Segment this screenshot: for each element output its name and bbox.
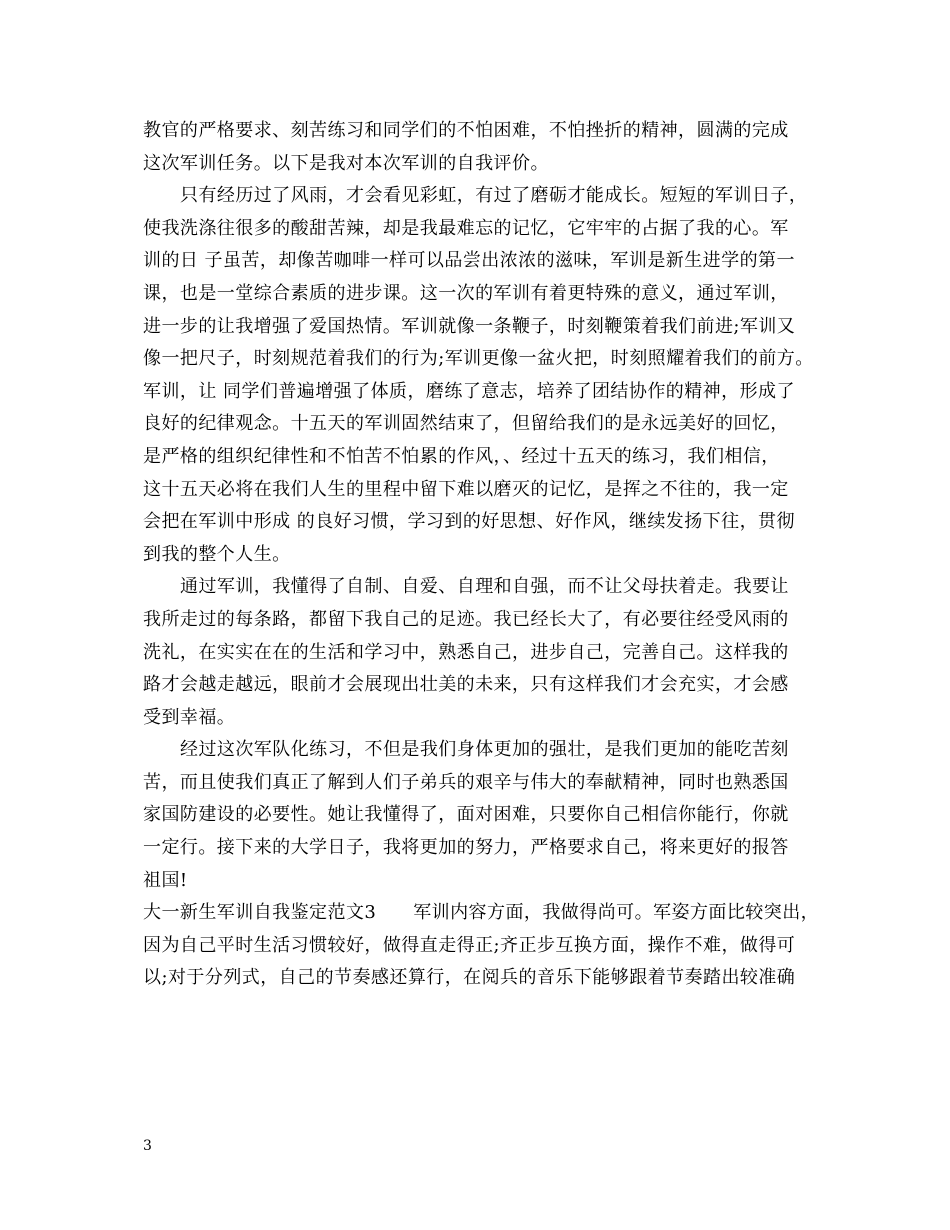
- text-line: 像一把尺子，时刻规范着我们的行为;军训更像一盆火把，时刻照耀着我们的前方。: [143, 348, 814, 370]
- text-line: 这次军训任务。以下是我对本次军训的自我评价。: [143, 152, 549, 174]
- text-line: 苦，而且使我们真正了解到人们子弟兵的艰辛与伟大的奉献精神，同时也熟悉国: [143, 771, 789, 793]
- text-line: 洗礼，在实实在在的生活和学习中，熟悉自己，进步自己，完善自己。这样我的: [143, 641, 789, 663]
- text-line: 只有经历过了风雨，才会看见彩虹，有过了磨砺才能成长。短短的军训日子，: [180, 185, 808, 207]
- text-line: 教官的严格要求、刻苦练习和同学们的不怕困难，不怕挫折的精神，圆满的完成: [143, 120, 789, 141]
- text-line: 军训，让 同学们普遍增强了体质，磨练了意志，培养了团结协作的精神，形成了: [143, 380, 795, 402]
- text-line: 以;对于分列式，自己的节奏感还算行，在阅兵的音乐下能够跟着节奏踏出较准确: [143, 967, 796, 989]
- text-line: 使我洗涤往很多的酸甜苦辣，却是我最难忘的记忆，它牢牢的占据了我的心。军: [143, 217, 789, 239]
- document-body: [143, 115, 823, 995]
- text-line: 良好的纪律观念。十五天的军训固然结束了，但留给我们的是永远美好的回忆，: [143, 413, 789, 435]
- text-line: 祖国!: [143, 869, 188, 891]
- text-line: 训的日 子虽苦，却像苦咖啡一样可以品尝出浓浓的滋味，军训是新生进学的第一: [143, 250, 795, 272]
- text-line: 这十五天必将在我们人生的里程中留下难以磨灭的记忆，是挥之不往的，我一定: [143, 478, 789, 500]
- text-line: 家国防建设的必要性。她让我懂得了，面对困难，只要你自己相信你能行，你就: [143, 804, 789, 826]
- text-line: 受到幸福。: [143, 706, 236, 728]
- text-line: 我所走过的每条路，都留下我自己的足迹。我已经长大了，有必要往经受风雨的: [143, 608, 789, 630]
- text-line: 课，也是一堂综合素质的进步课。这一次的军训有着更特殊的意义，通过军训，: [143, 282, 789, 304]
- page-number: 3: [143, 1138, 152, 1154]
- text-line: 经过这次军队化练习，不但是我们身体更加的强壮，是我们更加的能吃苦刻: [180, 739, 789, 761]
- text-line: 因为自己平时生活习惯较好，做得直走得正;齐正步互换方面，操作不难，做得可: [143, 934, 796, 956]
- text-line: 大一新生军训自我鉴定范文3 军训内容方面，我做得尚可。军姿方面比较突出，: [143, 902, 820, 924]
- text-line: 一定行。接下来的大学日子，我将更加的努力，严格要求自己，将来更好的报答: [143, 837, 789, 859]
- text-line: 路才会越走越远，眼前才会展现出壮美的未来，只有这样我们才会充实，才会感: [143, 674, 789, 696]
- text-line: 进一步的让我增强了爱国热情。军训就像一条鞭子，时刻鞭策着我们前进;军训又: [143, 315, 796, 337]
- text-line: 是严格的组织纪律性和不怕苦不怕累的作风，、经过十五天的练习，我们相信，: [143, 445, 780, 467]
- text-line: 会把在军训中形成 的良好习惯，学习到的好思想、好作风，继续发扬下往，贯彻: [143, 511, 795, 533]
- text-line: 到我的整个人生。: [143, 543, 291, 565]
- text-line: 通过军训，我懂得了自制、自爱、自理和自强，而不让父母扶着走。我要让: [180, 576, 789, 598]
